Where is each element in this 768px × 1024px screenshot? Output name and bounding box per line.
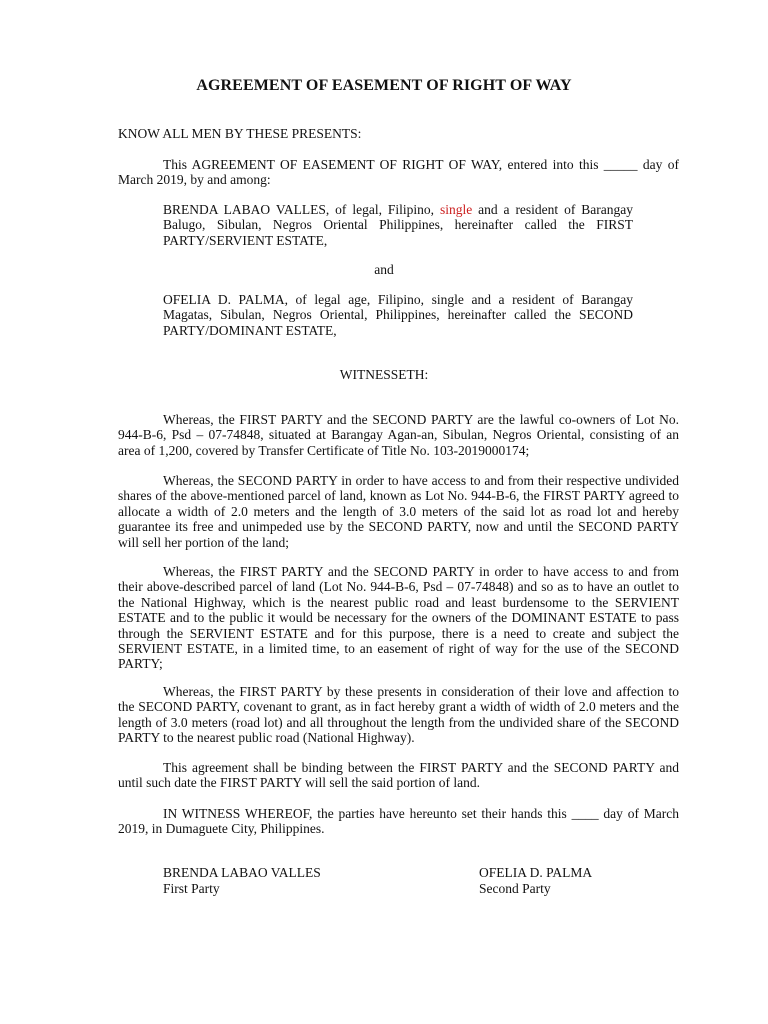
whereas-paragraph-3: Whereas, the FIRST PARTY and the SECOND PARTY in order to have access to and from their above-described parcel of land (Lot No. 944-B-6, Psd – 07-74848) and so as to have an outlet to the National Highway, which is the nearest public road and least burdensome to the SERVIENT ESTATE and to the public it would be necessary for the owners of the DOMINANT ESTATE to pass through the SERVIENT ESTATE and for this purpose, there is a need to create and subject the SERVIENT ESTATE, in a limited time, to an easement of right of way for the use of the SECOND PARTY; bbox=[118, 564, 679, 672]
in-witness-paragraph: IN WITNESS WHEREOF, the parties have hereunto set their hands this ____ day of March 2019, in Dumaguete City, Philippines. bbox=[118, 806, 679, 837]
first-party-text-before: BRENDA LABAO VALLES, of legal, Filipino, bbox=[163, 202, 440, 217]
first-party-paragraph bbox=[163, 202, 633, 248]
and-separator: and bbox=[374, 262, 394, 277]
document-title: AGREEMENT OF EASEMENT OF RIGHT OF WAY bbox=[196, 77, 572, 94]
whereas-paragraph-4: Whereas, the FIRST PARTY by these presents in consideration of their love and affection to the SECOND PARTY, covenant to grant, as in fact hereby grant a width of width of 2.0 meters and the length of 3.0 meters (road lot) and all throughout the length from the undivided share of the SECOND PARTY to the nearest public road (National Highway). bbox=[118, 684, 679, 746]
highlighted-word: single bbox=[439, 202, 473, 217]
whereas-paragraph-1: Whereas, the FIRST PARTY and the SECOND PARTY are the lawful co-owners of Lot No. 944-B-6, Psd – 07-74848, situated at Barangay Agan-an, Sibulan, Negros Oriental, consisting of an area of 1,200, covered by Transfer Certificate of Title No. 103-2019000174; bbox=[118, 412, 679, 458]
binding-paragraph: This agreement shall be binding between the FIRST PARTY and the SECOND PARTY and until such date the FIRST PARTY will sell the said portion of land. bbox=[118, 760, 679, 791]
know-all-men-heading: KNOW ALL MEN BY THESE PRESENTS: bbox=[118, 126, 362, 141]
signatory-name: OFELIA D. PALMA bbox=[479, 865, 593, 880]
witnesseth-heading: WITNESSETH: bbox=[339, 367, 429, 382]
whereas-paragraph-2: Whereas, the SECOND PARTY in order to have access to and from their respective undivided shares of the above-mentioned parcel of land, known as Lot No. 944-B-6, the FIRST PARTY agreed to allocate a width of 2.0 meters and the length of 3.0 meters of the said lot as road lot and hereby guarantee its free and unimpeded use by the SECOND PARTY, now and until the SECOND PARTY will sell her portion of the land; bbox=[118, 473, 679, 550]
signature-block-second-party bbox=[479, 865, 592, 897]
first-party-text-after: and a resident of Barangay Balugo, Sibulan, Negros Oriental Philippines, hereinafter called the FIRST PARTY/SERVIENT ESTATE, bbox=[163, 202, 633, 248]
signature-block-first-party bbox=[163, 865, 321, 897]
signatory-name: BRENDA LABAO VALLES bbox=[163, 865, 321, 880]
second-party-paragraph: OFELIA D. PALMA, of legal age, Filipino, single and a resident of Barangay Magatas, Sibulan, Negros Oriental, Philippines, hereinafter called the SECOND PARTY/DOMINANT ESTATE, bbox=[163, 292, 633, 338]
signatory-role: Second Party bbox=[479, 881, 551, 896]
intro-paragraph: This AGREEMENT OF EASEMENT OF RIGHT OF WAY, entered into this _____ day of March 2019, by and among: bbox=[118, 157, 679, 188]
signatory-role: First Party bbox=[163, 881, 220, 896]
